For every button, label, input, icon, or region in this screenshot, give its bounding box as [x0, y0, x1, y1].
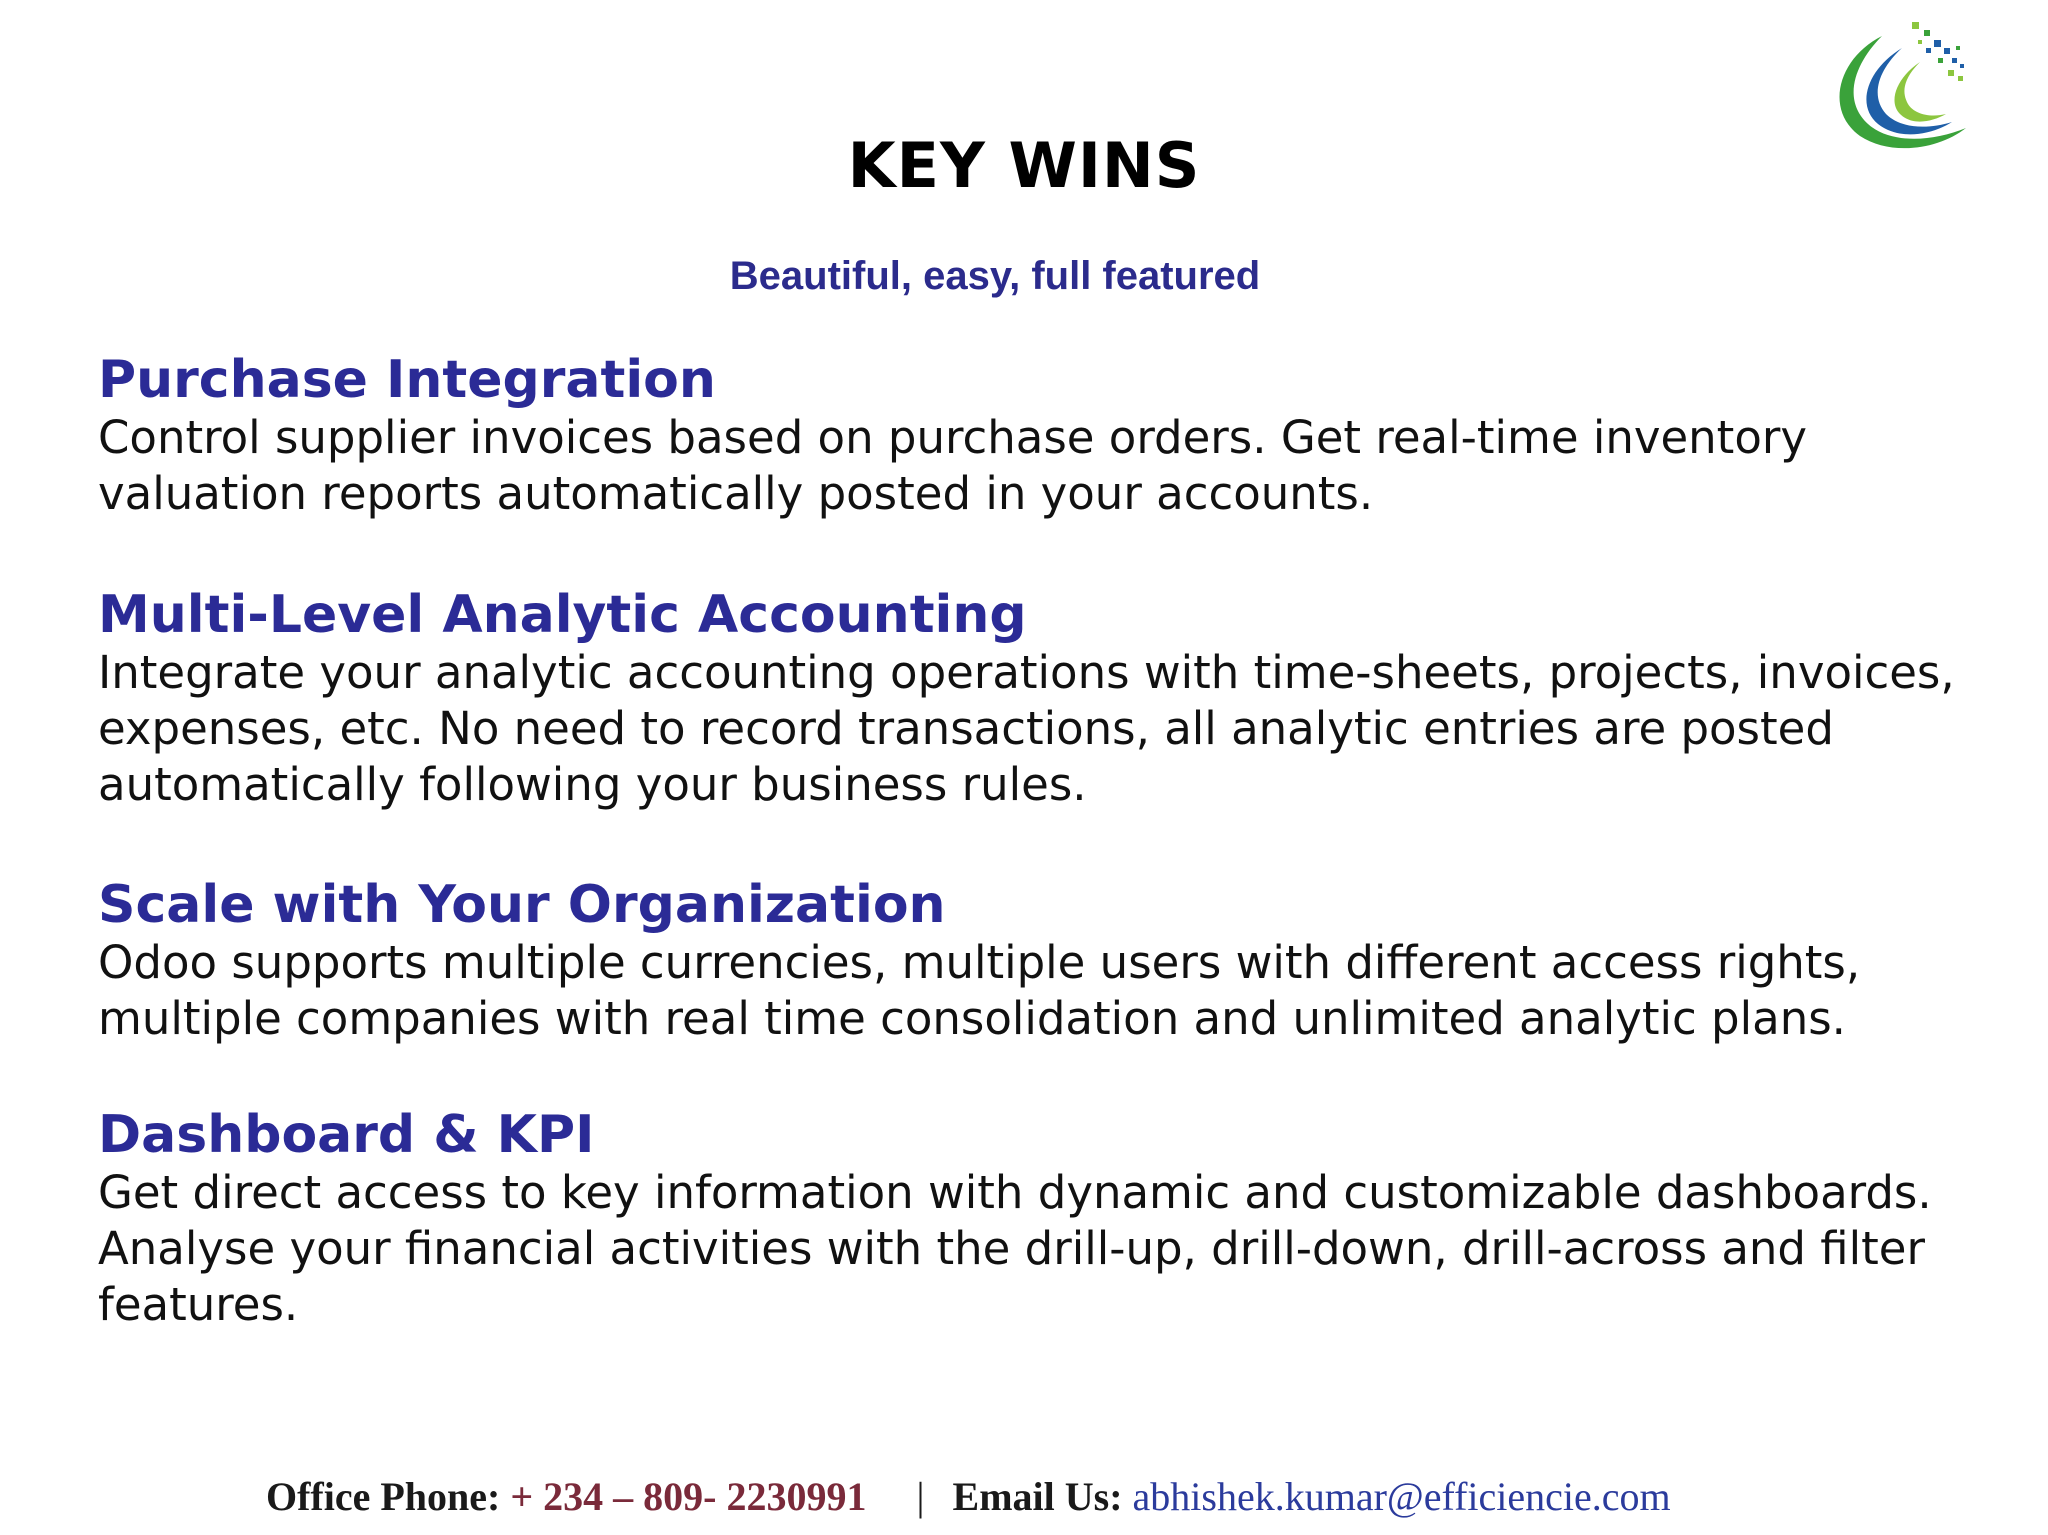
- section-body: Odoo supports multiple currencies, multiple users with different access rights, multiple companies with real time consolidation and unlimited analytic plans.: [98, 936, 1861, 1045]
- section-body: Get direct access to key information with dynamic and customizable dashboards. Analyse your financial activities with the drill-up, drill-down, drill-across and filter features.: [98, 1166, 1932, 1331]
- section-analytic-accounting: [98, 585, 1978, 813]
- section-heading: Multi-Level Analytic Accounting: [98, 585, 1027, 645]
- slide-title: KEY WINS: [847, 129, 1201, 202]
- section-body: Integrate your analytic accounting operations with time-sheets, projects, invoices, expenses, etc. No need to record transactions, all analytic entries are posted automatically following your business rules.: [98, 646, 1955, 811]
- slide-subtitle: Beautiful, easy, full featured: [729, 254, 1261, 298]
- section-heading: Purchase Integration: [98, 350, 716, 410]
- footer-separator: |: [916, 1474, 925, 1519]
- section-scale-organization: [98, 875, 1978, 1047]
- section-body: Control supplier invoices based on purchase orders. Get real-time inventory valuation reports automatically posted in your accounts.: [98, 411, 1807, 520]
- section-purchase-integration: [98, 350, 1978, 522]
- section-dashboard-kpi: [98, 1105, 1978, 1333]
- email-link[interactable]: abhishek.kumar@efficiencie.com: [1132, 1474, 1671, 1519]
- phone-label: Office Phone:: [266, 1474, 501, 1519]
- section-heading: Dashboard & KPI: [98, 1105, 595, 1165]
- phone-number: + 234 – 809- 2230991: [510, 1474, 867, 1519]
- email-label: Email Us:: [952, 1474, 1123, 1519]
- contact-footer: [0, 1472, 2048, 1522]
- section-heading: Scale with Your Organization: [98, 875, 946, 935]
